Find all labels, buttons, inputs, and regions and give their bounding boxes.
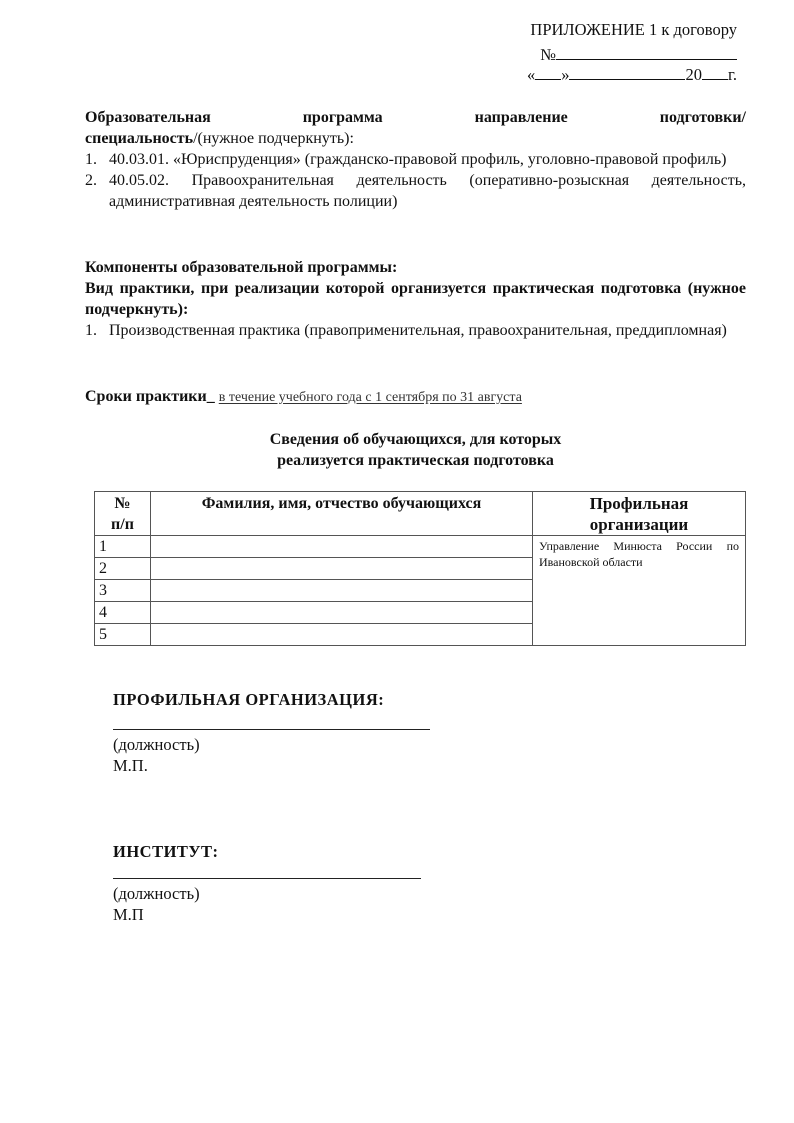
student-name-cell[interactable] [151, 624, 533, 646]
list-text: Производственная практика (правоприменительная, правоохранительная, преддипломная) [109, 322, 727, 339]
header-org-line1: Профильная [589, 494, 689, 513]
row-number: 4 [95, 602, 151, 624]
list-number: 2. [85, 172, 97, 189]
list-number: 1. [85, 322, 97, 339]
components-heading [85, 257, 746, 278]
profile-org-stamp: М.П. [113, 756, 148, 775]
list-number: 1. [85, 151, 97, 168]
program-heading-bold [85, 109, 746, 126]
row-number: 3 [95, 580, 151, 602]
year-suffix: г. [727, 65, 737, 84]
table-header-row [95, 492, 746, 536]
profile-org-signature-heading: ПРОФИЛЬНАЯ ОРГАНИЗАЦИЯ: [113, 690, 385, 709]
components-heading-text: Компоненты образовательной программы: [85, 259, 398, 276]
row-number: 2 [95, 558, 151, 580]
profile-organization-cell: Управление Минюста России по Ивановской области [533, 536, 746, 646]
date-year-field[interactable] [702, 64, 728, 80]
header-org-line2: организации [589, 515, 689, 534]
institute-position: (должность) [113, 884, 200, 903]
contract-number-line [0, 44, 737, 65]
institute-signature-heading: ИНСТИТУТ: [113, 842, 219, 861]
program-heading-line2 [85, 128, 746, 149]
institute-signature-line[interactable] [113, 878, 421, 879]
student-name-cell[interactable] [151, 558, 533, 580]
date-month-field[interactable] [569, 64, 685, 80]
list-text: 40.05.02. Правоохранительная деятельность (оперативно-розыскная деятельность, административная деятельность полиции) [109, 172, 746, 210]
practice-item-1[interactable] [85, 320, 746, 341]
practice-type-heading [85, 278, 746, 320]
terms-separator: _ [206, 388, 215, 405]
program-heading-note: /(нужное подчеркнуть): [193, 130, 354, 147]
profile-org-signature-line[interactable] [113, 729, 430, 730]
student-name-cell[interactable] [151, 580, 533, 602]
program-heading [85, 107, 746, 149]
program-item-1[interactable] [85, 149, 746, 170]
close-quote: » [561, 65, 570, 84]
list-text: 40.03.01. «Юриспруденция» (гражданско-правовой профиль, уголовно-правовой профиль) [109, 151, 727, 168]
contract-number-field[interactable] [556, 44, 737, 60]
year-prefix: 20 [685, 65, 702, 84]
date-day-field[interactable] [535, 64, 561, 80]
components-section [85, 257, 746, 341]
program-heading-line1: Образовательная программа направление подготовки/ [85, 109, 746, 126]
header-number-line2: п/п [111, 516, 134, 533]
terms-line [85, 386, 746, 408]
student-name-cell[interactable] [151, 536, 533, 558]
appendix-title [0, 20, 737, 40]
student-name-cell[interactable] [151, 602, 533, 624]
number-sign: № [540, 45, 556, 64]
terms-label: Сроки практики [85, 388, 207, 405]
practice-type-heading-text: Вид практики, при реализации которой организуется практическая подготовка (нужное подчеркнуть): [85, 280, 746, 318]
terms-value: в течение учебного года с 1 сентября по 31 августа [218, 390, 522, 405]
header-number [95, 492, 151, 536]
students-table-title-line1: Сведения об обучающихся, для которых [269, 431, 562, 448]
row-number: 1 [95, 536, 151, 558]
profile-org-position: (должность) [113, 735, 200, 754]
contract-date-line [0, 64, 737, 85]
appendix-title-text: ПРИЛОЖЕНИЕ 1 к договору [530, 20, 737, 39]
row-number: 5 [95, 624, 151, 646]
header-profile-organization [533, 492, 746, 536]
program-item-2[interactable] [85, 170, 746, 212]
students-table-title-line2: реализуется практическая подготовка [277, 452, 554, 469]
header-full-name: Фамилия, имя, отчество обучающихся [151, 492, 533, 536]
open-quote: « [526, 65, 536, 84]
table-row [95, 536, 746, 558]
program-section [85, 107, 746, 212]
students-table-title [85, 429, 746, 471]
header-number-line1: № [114, 495, 131, 512]
program-heading-specialty: специальность [85, 130, 194, 147]
institute-stamp: М.П [113, 905, 144, 924]
students-table [94, 491, 746, 646]
